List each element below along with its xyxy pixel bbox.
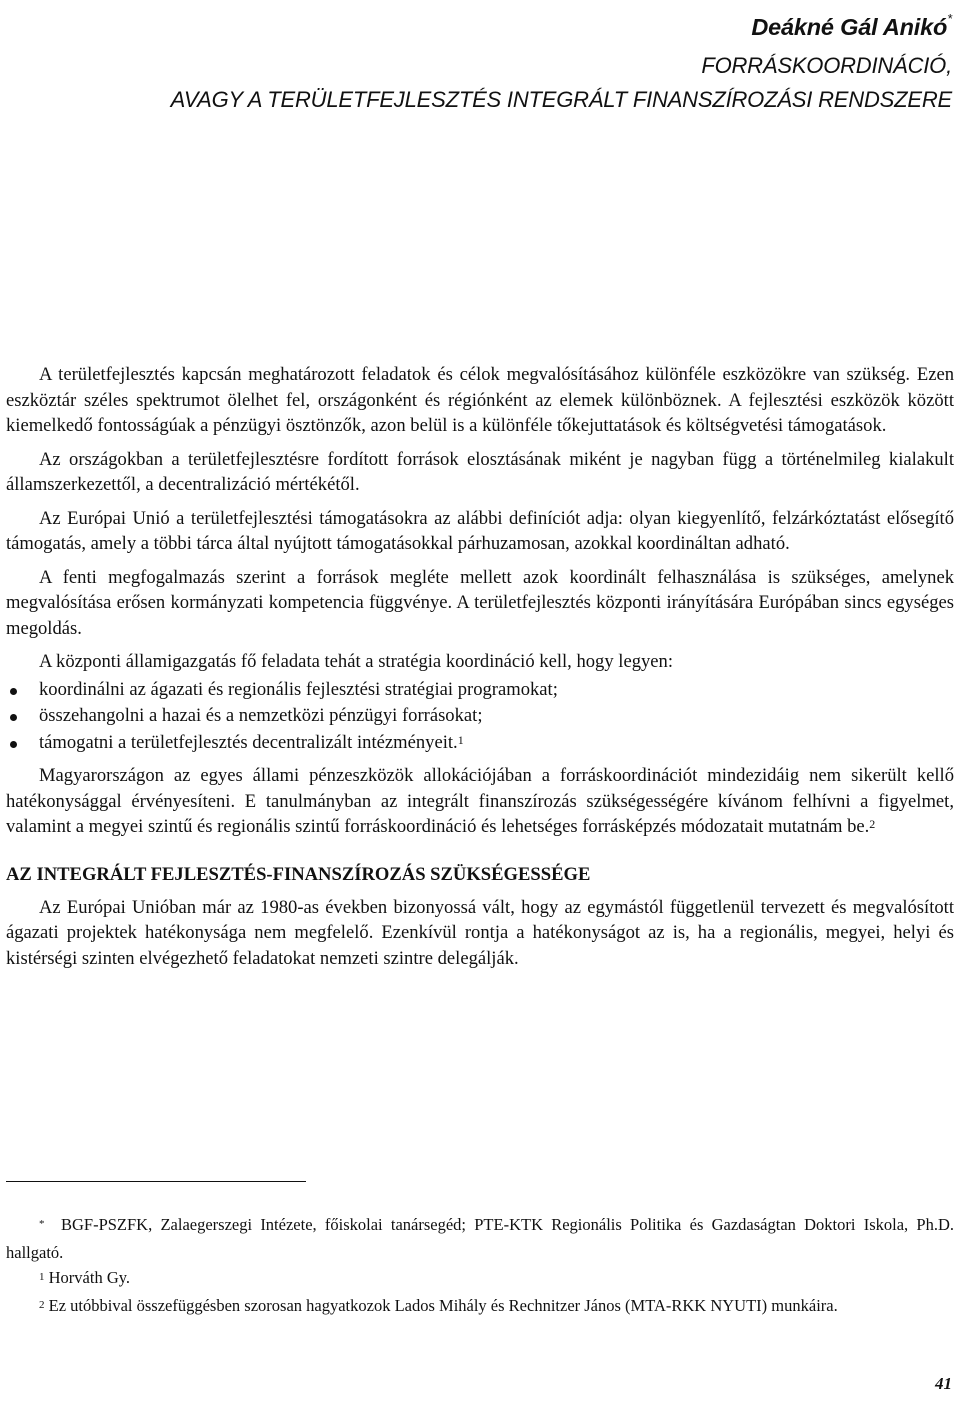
section-heading: AZ INTEGRÁLT FEJLESZTÉS-FINANSZÍROZÁS SZÜKSÉGESSÉGE <box>6 863 591 885</box>
footnote-2 <box>6 1293 954 1321</box>
author-text: Deákné Gál Anikó <box>751 13 948 40</box>
paragraph-6-text: Magyarországon az egyes állami pénzeszközök allokációjában a forráskoordinációt mindezidáig nem sikerült kellő hatékonysággal érvényesíteni. E tanulmányban az integrált finanszírozás szükségességére kívánom felhívni a figyelmet, valamint a megyei szintű és regionális szintű forráskoordináció és lehetséges forrásképzés módozatait mutatnám be. <box>6 765 954 837</box>
footnote-text: Ez utóbbival összefüggésben szorosan hagyatkozok Lados Mihály és Rechnitzer János (MTA-RKK NYUTI) munkáira. <box>48 1296 838 1315</box>
page-number: 41 <box>935 1374 952 1393</box>
title-line-2: AVAGY A TERÜLETFEJLESZTÉS INTEGRÁLT FINANSZÍROZÁSI RENDSZERE <box>170 86 952 112</box>
author-name <box>12 8 952 41</box>
bullet-list <box>6 677 954 758</box>
footnote-1 <box>6 1265 954 1293</box>
bullet-icon <box>10 741 17 748</box>
list-item <box>6 703 954 730</box>
title-line-1: FORRÁSKOORDINÁCIÓ, <box>701 52 952 78</box>
article-body <box>6 362 954 979</box>
list-item-text: összehangolni a hazai és a nemzetközi pénzügyi forrásokat; <box>39 705 483 726</box>
article-header <box>12 4 952 117</box>
footnote-mark: 2 <box>39 1299 45 1311</box>
footnote-text: BGF-PSZFK, Zalaegerszegi Intézete, főiskolai tanársegéd; PTE-KTK Regionális Politika és Gazdaságtan Doktori Iskola, Ph.D. hallgató. <box>6 1215 954 1262</box>
bullet-icon <box>10 688 17 695</box>
list-item <box>6 677 954 704</box>
list-item-text: támogatni a területfejlesztés decentralizált intézményeit. <box>39 731 458 753</box>
footnote-divider <box>6 1181 306 1182</box>
footnote-mark: * <box>39 1218 45 1230</box>
list-item-text: koordinálni az ágazati és regionális fejlesztési stratégiai programokat; <box>39 678 558 700</box>
footnotes <box>6 1212 954 1321</box>
paragraph-2: Az országokban a területfejlesztésre fordított források elosztásának miként je nagyban függ a történelmileg kialakult államszerkezettől, a decentralizáció mértékétől. <box>6 448 954 495</box>
paragraph-4: A fenti megfogalmazás szerint a források megléte mellett azok koordinált felhasználása is szükséges, amelynek megvalósítása erősen kormányzati kompetencia függvénye. A területfejlesztés központi irányítására Európában sincs egységes megoldás. <box>6 566 954 639</box>
footnote-ref-1[interactable]: 1 <box>457 732 464 747</box>
article-title <box>12 49 952 117</box>
paragraph-3: Az Európai Unió a területfejlesztési támogatásokra az alábbi definíciót adja: olyan kiegyenlítő, felzárkóztatást elősegítő támogatás, amely a többi tárca által nyújtott támogatásokkal párhuzamosan, azokkal koordináltan adható. <box>6 507 954 554</box>
paragraph-5: A központi államigazgatás fő feladata tehát a stratégia koordináció kell, hogy legyen: <box>39 651 674 672</box>
footnote-author <box>6 1212 954 1265</box>
footnote-mark: 1 <box>39 1271 45 1283</box>
list-item <box>6 730 954 758</box>
footnote-ref-2[interactable]: 2 <box>869 817 876 831</box>
paragraph-7: Az Európai Unióban már az 1980-as években bizonyossá vált, hogy az egymástól függetlenül tervezett és megvalósított ágazati projektek hatékonysága nem megfelelő. Ezenkívül rontja a hatékonyságot az is, ha a regionális, megyei, helyi és kistérségi szinten elvégezhető feladatokat nemzeti szintre delegálják. <box>6 896 954 969</box>
paragraph-1: A területfejlesztés kapcsán meghatározott feladatok és célok megvalósításához különféle eszközökre van szükség. Ezen eszköztár széles spektrumot ölelhet fel, országonként és régiónként az elemek különböznek. A fejlesztési eszközök között kiemelkedő fontosságúak a pénzügyi ösztönzők, azon belül is a különféle tőkejuttatások és költségvetési támogatások. <box>6 364 954 436</box>
author-footnote-mark[interactable]: * <box>947 11 952 26</box>
footnote-text: Horváth Gy. <box>48 1268 131 1287</box>
paragraph-6 <box>6 763 954 842</box>
bullet-icon <box>10 714 17 721</box>
